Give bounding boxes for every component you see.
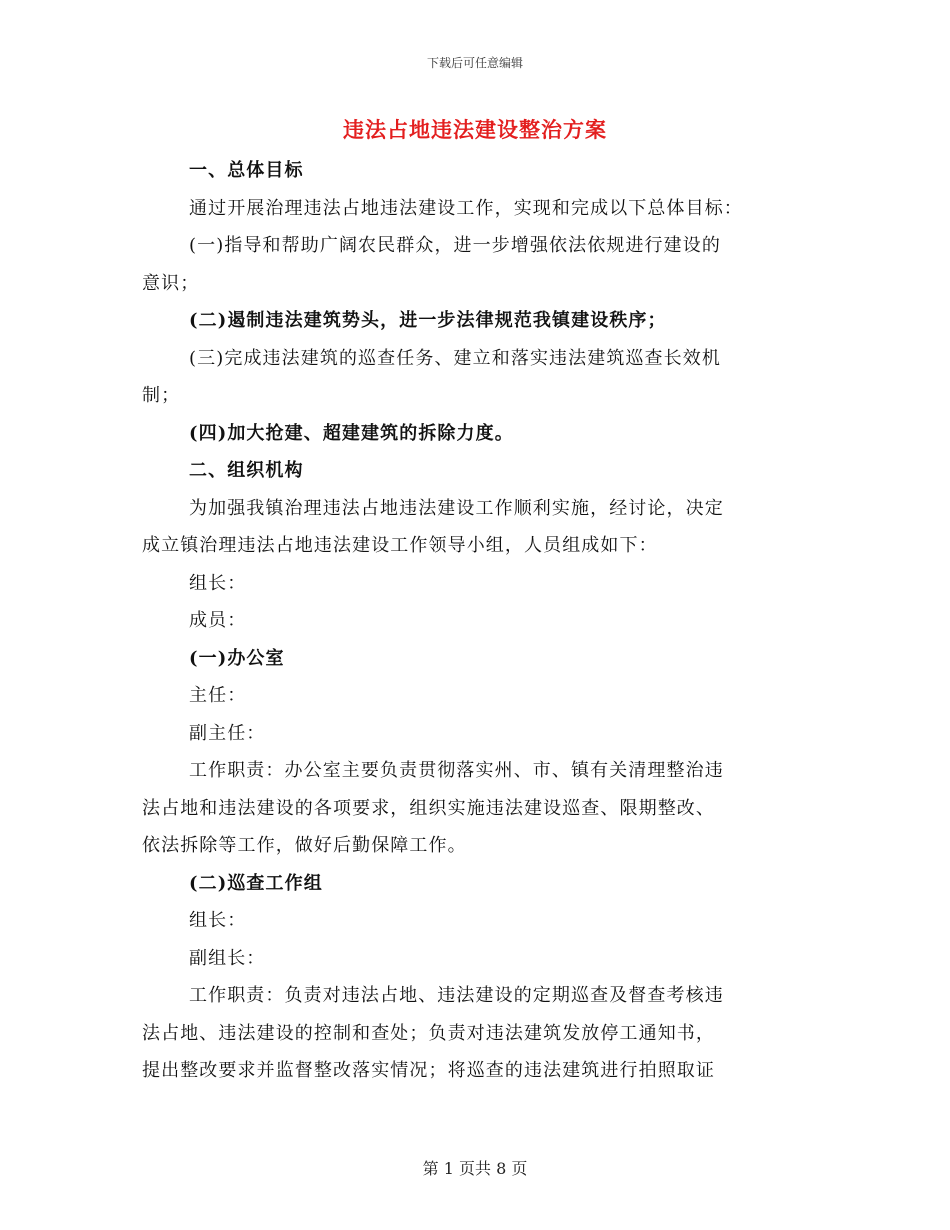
paragraph-line: 通过开展治理违法占地违法建设工作，实现和完成以下总体目标： bbox=[189, 197, 743, 219]
document-body bbox=[142, 152, 802, 1090]
paragraph-line: 法占地、违法建设的控制和查处；负责对违法建筑发放停工通知书， bbox=[142, 1022, 715, 1044]
paragraph-line: 组长： bbox=[189, 572, 247, 594]
paragraph-line: 提出整改要求并监督整改落实情况；将巡查的违法建筑进行拍照取证 bbox=[142, 1060, 715, 1081]
paragraph-line: 主任： bbox=[189, 685, 247, 706]
paragraph-line-bold: (四)加大抢建、超建建筑的拆除力度。 bbox=[189, 422, 514, 444]
paragraph-line: 成立镇治理违法占地违法建设工作领导小组，人员组成如下： bbox=[142, 535, 658, 556]
paragraph-line: 为加强我镇治理违法占地违法建设工作顺利实施，经讨论，决定 bbox=[189, 497, 724, 519]
document-title: 违法占地违法建设整治方案 bbox=[343, 117, 607, 142]
paragraph-line: 工作职责：负责对违法占地、违法建设的定期巡查及督查考核违 bbox=[189, 985, 724, 1006]
paragraph-line: 成员： bbox=[189, 610, 247, 631]
paragraph-line: 法占地和违法建设的各项要求，组织实施违法建设巡查、限期整改、 bbox=[142, 797, 715, 819]
section-heading: 二、组织机构 bbox=[189, 460, 304, 481]
paragraph-line: (三)完成违法建筑的巡查任务、建立和落实违法建筑巡查长效机 bbox=[189, 347, 721, 369]
subsection-heading: (一)办公室 bbox=[189, 647, 285, 669]
page-header: 下载后可任意编辑 bbox=[426, 56, 523, 70]
paragraph-line: 副主任： bbox=[189, 722, 266, 744]
paragraph-line-bold: (二)遏制违法建筑势头，进一步法律规范我镇建设秩序； bbox=[189, 310, 667, 331]
section-heading: 一、总体目标 bbox=[189, 160, 304, 181]
page-footer: 第 1 页共 8 页 bbox=[422, 1159, 528, 1178]
paragraph-line: 组长： bbox=[189, 910, 247, 931]
paragraph-line: (一)指导和帮助广阔农民群众，进一步增强依法依规进行建设的 bbox=[189, 235, 721, 256]
paragraph-line: 依法拆除等工作，做好后勤保障工作。 bbox=[142, 835, 467, 856]
paragraph-line: 制； bbox=[142, 385, 181, 406]
paragraph-line: 意识； bbox=[142, 272, 200, 294]
subsection-heading: (二)巡查工作组 bbox=[189, 872, 323, 894]
paragraph-line: 副组长： bbox=[189, 947, 266, 969]
paragraph-line: 工作职责：办公室主要负责贯彻落实州、市、镇有关清理整治违 bbox=[189, 760, 724, 781]
